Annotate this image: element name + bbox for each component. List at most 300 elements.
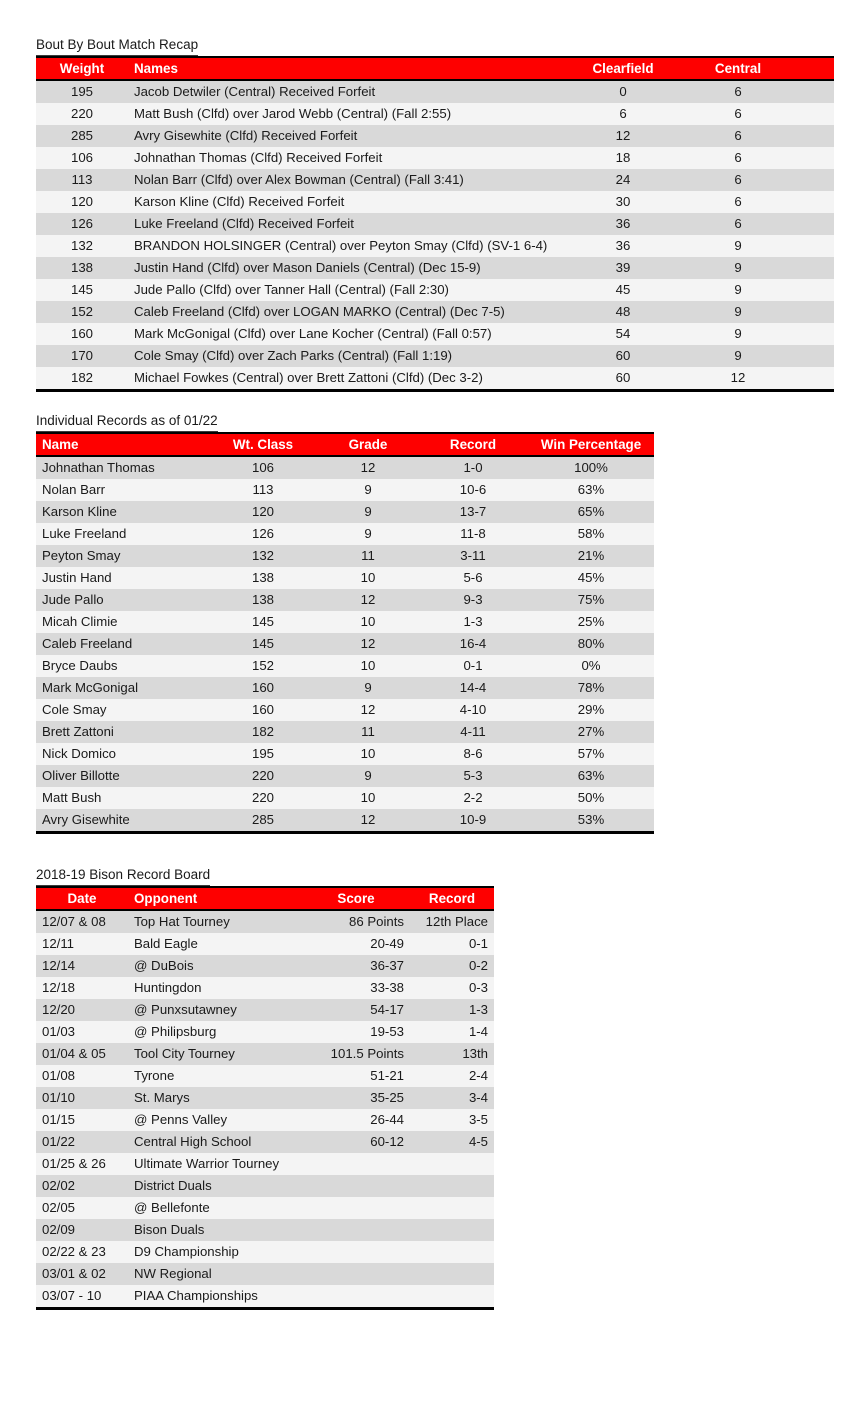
cell-central: 6: [688, 213, 788, 235]
cell-clearfield: 18: [558, 147, 688, 169]
cell-grade: 12: [318, 456, 418, 479]
cell-record: 12th Place: [410, 910, 494, 933]
cell-wt-class: 182: [208, 721, 318, 743]
cell-clearfield: 48: [558, 301, 688, 323]
table-row: [36, 257, 834, 279]
cell-score: 33-38: [302, 977, 410, 999]
cell-opponent: D9 Championship: [128, 1241, 302, 1263]
cell-wt-class: 145: [208, 611, 318, 633]
cell-record: 10-9: [418, 809, 528, 833]
bout-recap-table: [36, 56, 834, 392]
table-row: [36, 80, 834, 103]
cell-record: 4-10: [418, 699, 528, 721]
cell-wt-class: 138: [208, 589, 318, 611]
cell-record: 14-4: [418, 677, 528, 699]
cell-spacer: [788, 301, 834, 323]
table-row: [36, 933, 494, 955]
column-header-date: Date: [36, 887, 128, 910]
table-row: [36, 367, 834, 391]
table-row: [36, 479, 654, 501]
cell-grade: 12: [318, 589, 418, 611]
cell-wt-class: 220: [208, 787, 318, 809]
cell-wt-class: 120: [208, 501, 318, 523]
cell-names: Jacob Detwiler (Central) Received Forfeit: [128, 80, 558, 103]
cell-win-percentage: 57%: [528, 743, 654, 765]
table-row: [36, 191, 834, 213]
table-row: [36, 910, 494, 933]
table-row: [36, 787, 654, 809]
column-header-wt-class: Wt. Class: [208, 433, 318, 456]
cell-weight: 145: [36, 279, 128, 301]
cell-name: Nick Domico: [36, 743, 208, 765]
cell-score: 36-37: [302, 955, 410, 977]
cell-name: Jude Pallo: [36, 589, 208, 611]
table-header-row: [36, 433, 654, 456]
cell-name: Luke Freeland: [36, 523, 208, 545]
cell-name: Justin Hand: [36, 567, 208, 589]
table-row: [36, 955, 494, 977]
cell-opponent: @ DuBois: [128, 955, 302, 977]
cell-names: Mark McGonigal (Clfd) over Lane Kocher (Central) (Fall 0:57): [128, 323, 558, 345]
record-board-section: [36, 866, 494, 1310]
cell-central: 9: [688, 257, 788, 279]
column-header-grade: Grade: [318, 433, 418, 456]
table-row: [36, 1285, 494, 1309]
cell-record: 3-5: [410, 1109, 494, 1131]
table-row: [36, 213, 834, 235]
table-row: [36, 147, 834, 169]
cell-record: 0-2: [410, 955, 494, 977]
cell-clearfield: 39: [558, 257, 688, 279]
cell-spacer: [788, 345, 834, 367]
table-row: [36, 699, 654, 721]
cell-central: 6: [688, 147, 788, 169]
cell-central: 6: [688, 169, 788, 191]
cell-opponent: Top Hat Tourney: [128, 910, 302, 933]
cell-spacer: [788, 257, 834, 279]
cell-clearfield: 6: [558, 103, 688, 125]
table-row: [36, 545, 654, 567]
cell-record: 1-0: [418, 456, 528, 479]
cell-opponent: Huntingdon: [128, 977, 302, 999]
cell-date: 02/09: [36, 1219, 128, 1241]
cell-names: Karson Kline (Clfd) Received Forfeit: [128, 191, 558, 213]
cell-names: Caleb Freeland (Clfd) over LOGAN MARKO (Central) (Dec 7-5): [128, 301, 558, 323]
cell-names: Justin Hand (Clfd) over Mason Daniels (Central) (Dec 15-9): [128, 257, 558, 279]
column-header-clearfield: Clearfield: [558, 57, 688, 80]
cell-opponent: Tyrone: [128, 1065, 302, 1087]
cell-win-percentage: 78%: [528, 677, 654, 699]
cell-name: Karson Kline: [36, 501, 208, 523]
cell-opponent: St. Marys: [128, 1087, 302, 1109]
cell-record: 3-4: [410, 1087, 494, 1109]
cell-record: 16-4: [418, 633, 528, 655]
cell-central: 9: [688, 235, 788, 257]
cell-win-percentage: 21%: [528, 545, 654, 567]
cell-grade: 11: [318, 721, 418, 743]
cell-clearfield: 36: [558, 213, 688, 235]
table-row: [36, 1219, 494, 1241]
table-row: [36, 1263, 494, 1285]
cell-record: 4-11: [418, 721, 528, 743]
cell-central: 9: [688, 323, 788, 345]
cell-date: 02/05: [36, 1197, 128, 1219]
cell-clearfield: 60: [558, 367, 688, 391]
cell-win-percentage: 63%: [528, 765, 654, 787]
cell-central: 9: [688, 279, 788, 301]
cell-name: Bryce Daubs: [36, 655, 208, 677]
cell-names: Jude Pallo (Clfd) over Tanner Hall (Central) (Fall 2:30): [128, 279, 558, 301]
cell-name: Brett Zattoni: [36, 721, 208, 743]
cell-weight: 220: [36, 103, 128, 125]
cell-spacer: [788, 323, 834, 345]
cell-name: Matt Bush: [36, 787, 208, 809]
cell-grade: 10: [318, 567, 418, 589]
cell-score: [302, 1219, 410, 1241]
cell-clearfield: 12: [558, 125, 688, 147]
individual-records-section: [36, 412, 654, 834]
cell-name: Cole Smay: [36, 699, 208, 721]
cell-date: 02/22 & 23: [36, 1241, 128, 1263]
table-row: [36, 1065, 494, 1087]
column-header-win-percentage: Win Percentage: [528, 433, 654, 456]
table-row: [36, 169, 834, 191]
cell-grade: 11: [318, 545, 418, 567]
cell-record: 9-3: [418, 589, 528, 611]
cell-wt-class: 152: [208, 655, 318, 677]
cell-score: 26-44: [302, 1109, 410, 1131]
individual-records-body: [36, 456, 654, 833]
cell-names: BRANDON HOLSINGER (Central) over Peyton Smay (Clfd) (SV-1 6-4): [128, 235, 558, 257]
cell-weight: 132: [36, 235, 128, 257]
cell-date: 01/22: [36, 1131, 128, 1153]
table-row: [36, 677, 654, 699]
cell-weight: 182: [36, 367, 128, 391]
cell-weight: 285: [36, 125, 128, 147]
cell-grade: 9: [318, 501, 418, 523]
cell-date: 01/10: [36, 1087, 128, 1109]
cell-opponent: Tool City Tourney: [128, 1043, 302, 1065]
cell-grade: 12: [318, 633, 418, 655]
table-row: [36, 765, 654, 787]
cell-record: [410, 1241, 494, 1263]
cell-clearfield: 54: [558, 323, 688, 345]
cell-clearfield: 36: [558, 235, 688, 257]
cell-wt-class: 160: [208, 699, 318, 721]
cell-spacer: [788, 235, 834, 257]
column-header-record: Record: [410, 887, 494, 910]
cell-score: 86 Points: [302, 910, 410, 933]
cell-record: 2-2: [418, 787, 528, 809]
cell-date: 12/18: [36, 977, 128, 999]
cell-date: 03/01 & 02: [36, 1263, 128, 1285]
cell-grade: 10: [318, 787, 418, 809]
cell-date: 12/14: [36, 955, 128, 977]
table-row: [36, 567, 654, 589]
cell-name: Micah Climie: [36, 611, 208, 633]
cell-clearfield: 24: [558, 169, 688, 191]
individual-records-table: [36, 432, 654, 834]
cell-weight: 160: [36, 323, 128, 345]
cell-opponent: Bison Duals: [128, 1219, 302, 1241]
table-row: [36, 589, 654, 611]
cell-spacer: [788, 367, 834, 391]
cell-spacer: [788, 80, 834, 103]
cell-record: 4-5: [410, 1131, 494, 1153]
cell-name: Peyton Smay: [36, 545, 208, 567]
column-header-opponent: Opponent: [128, 887, 302, 910]
cell-score: [302, 1153, 410, 1175]
cell-record: 13-7: [418, 501, 528, 523]
record-board-header: [36, 887, 494, 910]
cell-grade: 10: [318, 611, 418, 633]
cell-win-percentage: 53%: [528, 809, 654, 833]
cell-win-percentage: 100%: [528, 456, 654, 479]
table-row: [36, 1175, 494, 1197]
table-row: [36, 1043, 494, 1065]
cell-central: 6: [688, 191, 788, 213]
table-row: [36, 301, 834, 323]
table-row: [36, 655, 654, 677]
cell-opponent: @ Punxsutawney: [128, 999, 302, 1021]
cell-win-percentage: 63%: [528, 479, 654, 501]
cell-record: 1-4: [410, 1021, 494, 1043]
cell-win-percentage: 0%: [528, 655, 654, 677]
cell-date: 12/07 & 08: [36, 910, 128, 933]
cell-win-percentage: 80%: [528, 633, 654, 655]
cell-clearfield: 60: [558, 345, 688, 367]
cell-central: 6: [688, 103, 788, 125]
cell-date: 01/15: [36, 1109, 128, 1131]
cell-score: 20-49: [302, 933, 410, 955]
cell-score: 54-17: [302, 999, 410, 1021]
cell-record: [410, 1285, 494, 1309]
table-row: [36, 1153, 494, 1175]
cell-record: 1-3: [410, 999, 494, 1021]
cell-score: 35-25: [302, 1087, 410, 1109]
cell-opponent: Ultimate Warrior Tourney: [128, 1153, 302, 1175]
cell-name: Oliver Billotte: [36, 765, 208, 787]
cell-record: 1-3: [418, 611, 528, 633]
cell-grade: 9: [318, 479, 418, 501]
record-board-body: [36, 910, 494, 1309]
cell-wt-class: 106: [208, 456, 318, 479]
cell-record: 11-8: [418, 523, 528, 545]
cell-opponent: Central High School: [128, 1131, 302, 1153]
cell-grade: 9: [318, 677, 418, 699]
cell-grade: 9: [318, 523, 418, 545]
cell-record: 8-6: [418, 743, 528, 765]
cell-opponent: @ Philipsburg: [128, 1021, 302, 1043]
cell-spacer: [788, 125, 834, 147]
cell-central: 12: [688, 367, 788, 391]
cell-record: 5-6: [418, 567, 528, 589]
cell-name: Nolan Barr: [36, 479, 208, 501]
cell-record: [410, 1263, 494, 1285]
cell-opponent: Bald Eagle: [128, 933, 302, 955]
cell-score: 101.5 Points: [302, 1043, 410, 1065]
cell-win-percentage: 45%: [528, 567, 654, 589]
cell-weight: 120: [36, 191, 128, 213]
cell-wt-class: 160: [208, 677, 318, 699]
cell-date: 01/04 & 05: [36, 1043, 128, 1065]
table-row: [36, 1087, 494, 1109]
cell-weight: 126: [36, 213, 128, 235]
table-row: [36, 999, 494, 1021]
cell-central: 9: [688, 301, 788, 323]
cell-central: 6: [688, 80, 788, 103]
cell-grade: 10: [318, 743, 418, 765]
table-row: [36, 125, 834, 147]
cell-record: 13th: [410, 1043, 494, 1065]
table-row: [36, 1241, 494, 1263]
cell-date: 01/08: [36, 1065, 128, 1087]
cell-record: [410, 1197, 494, 1219]
table-row: [36, 1021, 494, 1043]
table-row: [36, 323, 834, 345]
cell-date: 01/03: [36, 1021, 128, 1043]
cell-record: [410, 1153, 494, 1175]
cell-spacer: [788, 147, 834, 169]
cell-grade: 10: [318, 655, 418, 677]
cell-wt-class: 126: [208, 523, 318, 545]
cell-names: Johnathan Thomas (Clfd) Received Forfeit: [128, 147, 558, 169]
cell-date: 12/11: [36, 933, 128, 955]
cell-record: 5-3: [418, 765, 528, 787]
column-header-weight: Weight: [36, 57, 128, 80]
bout-recap-caption: Bout By Bout Match Recap: [36, 38, 198, 56]
cell-win-percentage: 25%: [528, 611, 654, 633]
cell-wt-class: 145: [208, 633, 318, 655]
column-header-names: Names: [128, 57, 558, 80]
cell-grade: 9: [318, 765, 418, 787]
individual-records-header: [36, 433, 654, 456]
cell-win-percentage: 29%: [528, 699, 654, 721]
cell-clearfield: 45: [558, 279, 688, 301]
table-row: [36, 235, 834, 257]
cell-clearfield: 0: [558, 80, 688, 103]
cell-record: [410, 1175, 494, 1197]
cell-name: Johnathan Thomas: [36, 456, 208, 479]
cell-score: [302, 1241, 410, 1263]
cell-win-percentage: 27%: [528, 721, 654, 743]
bout-recap-section: [36, 36, 834, 392]
table-row: [36, 1197, 494, 1219]
cell-wt-class: 138: [208, 567, 318, 589]
cell-date: 12/20: [36, 999, 128, 1021]
cell-spacer: [788, 213, 834, 235]
cell-wt-class: 220: [208, 765, 318, 787]
cell-grade: 12: [318, 699, 418, 721]
cell-spacer: [788, 103, 834, 125]
cell-record: 0-3: [410, 977, 494, 999]
cell-opponent: PIAA Championships: [128, 1285, 302, 1309]
cell-spacer: [788, 169, 834, 191]
table-row: [36, 809, 654, 833]
cell-wt-class: 113: [208, 479, 318, 501]
individual-records-caption: Individual Records as of 01/22: [36, 414, 218, 432]
cell-spacer: [788, 279, 834, 301]
table-row: [36, 633, 654, 655]
column-header-name: Name: [36, 433, 208, 456]
cell-record: 10-6: [418, 479, 528, 501]
cell-grade: 12: [318, 809, 418, 833]
cell-weight: 152: [36, 301, 128, 323]
cell-opponent: @ Penns Valley: [128, 1109, 302, 1131]
cell-names: Luke Freeland (Clfd) Received Forfeit: [128, 213, 558, 235]
cell-score: [302, 1175, 410, 1197]
cell-central: 6: [688, 125, 788, 147]
cell-date: 02/02: [36, 1175, 128, 1197]
column-header-score: Score: [302, 887, 410, 910]
cell-weight: 113: [36, 169, 128, 191]
cell-wt-class: 132: [208, 545, 318, 567]
table-row: [36, 345, 834, 367]
cell-names: Cole Smay (Clfd) over Zach Parks (Central) (Fall 1:19): [128, 345, 558, 367]
table-row: [36, 743, 654, 765]
cell-score: 51-21: [302, 1065, 410, 1087]
cell-name: Caleb Freeland: [36, 633, 208, 655]
table-row: [36, 456, 654, 479]
table-row: [36, 501, 654, 523]
table-row: [36, 523, 654, 545]
cell-score: [302, 1197, 410, 1219]
cell-score: 19-53: [302, 1021, 410, 1043]
cell-wt-class: 195: [208, 743, 318, 765]
cell-names: Nolan Barr (Clfd) over Alex Bowman (Central) (Fall 3:41): [128, 169, 558, 191]
cell-score: [302, 1263, 410, 1285]
cell-win-percentage: 58%: [528, 523, 654, 545]
table-row: [36, 1109, 494, 1131]
column-header-record: Record: [418, 433, 528, 456]
cell-names: Matt Bush (Clfd) over Jarod Webb (Central) (Fall 2:55): [128, 103, 558, 125]
cell-date: 03/07 - 10: [36, 1285, 128, 1309]
cell-wt-class: 285: [208, 809, 318, 833]
cell-names: Avry Gisewhite (Clfd) Received Forfeit: [128, 125, 558, 147]
cell-weight: 170: [36, 345, 128, 367]
cell-record: 3-11: [418, 545, 528, 567]
table-header-row: [36, 887, 494, 910]
table-row: [36, 721, 654, 743]
cell-score: 60-12: [302, 1131, 410, 1153]
table-header-row: [36, 57, 834, 80]
table-row: [36, 611, 654, 633]
bout-recap-body: [36, 80, 834, 391]
cell-record: 0-1: [418, 655, 528, 677]
table-row: [36, 1131, 494, 1153]
cell-opponent: NW Regional: [128, 1263, 302, 1285]
cell-opponent: @ Bellefonte: [128, 1197, 302, 1219]
cell-date: 01/25 & 26: [36, 1153, 128, 1175]
column-header-central: Central: [688, 57, 788, 80]
cell-weight: 195: [36, 80, 128, 103]
column-header-spacer: [788, 57, 834, 80]
table-row: [36, 279, 834, 301]
cell-name: Mark McGonigal: [36, 677, 208, 699]
cell-weight: 106: [36, 147, 128, 169]
cell-record: [410, 1219, 494, 1241]
table-row: [36, 977, 494, 999]
record-board-table: [36, 886, 494, 1310]
cell-names: Michael Fowkes (Central) over Brett Zattoni (Clfd) (Dec 3-2): [128, 367, 558, 391]
record-board-caption: 2018-19 Bison Record Board: [36, 868, 210, 886]
cell-record: 2-4: [410, 1065, 494, 1087]
cell-win-percentage: 65%: [528, 501, 654, 523]
table-row: [36, 103, 834, 125]
cell-weight: 138: [36, 257, 128, 279]
cell-name: Avry Gisewhite: [36, 809, 208, 833]
cell-win-percentage: 75%: [528, 589, 654, 611]
